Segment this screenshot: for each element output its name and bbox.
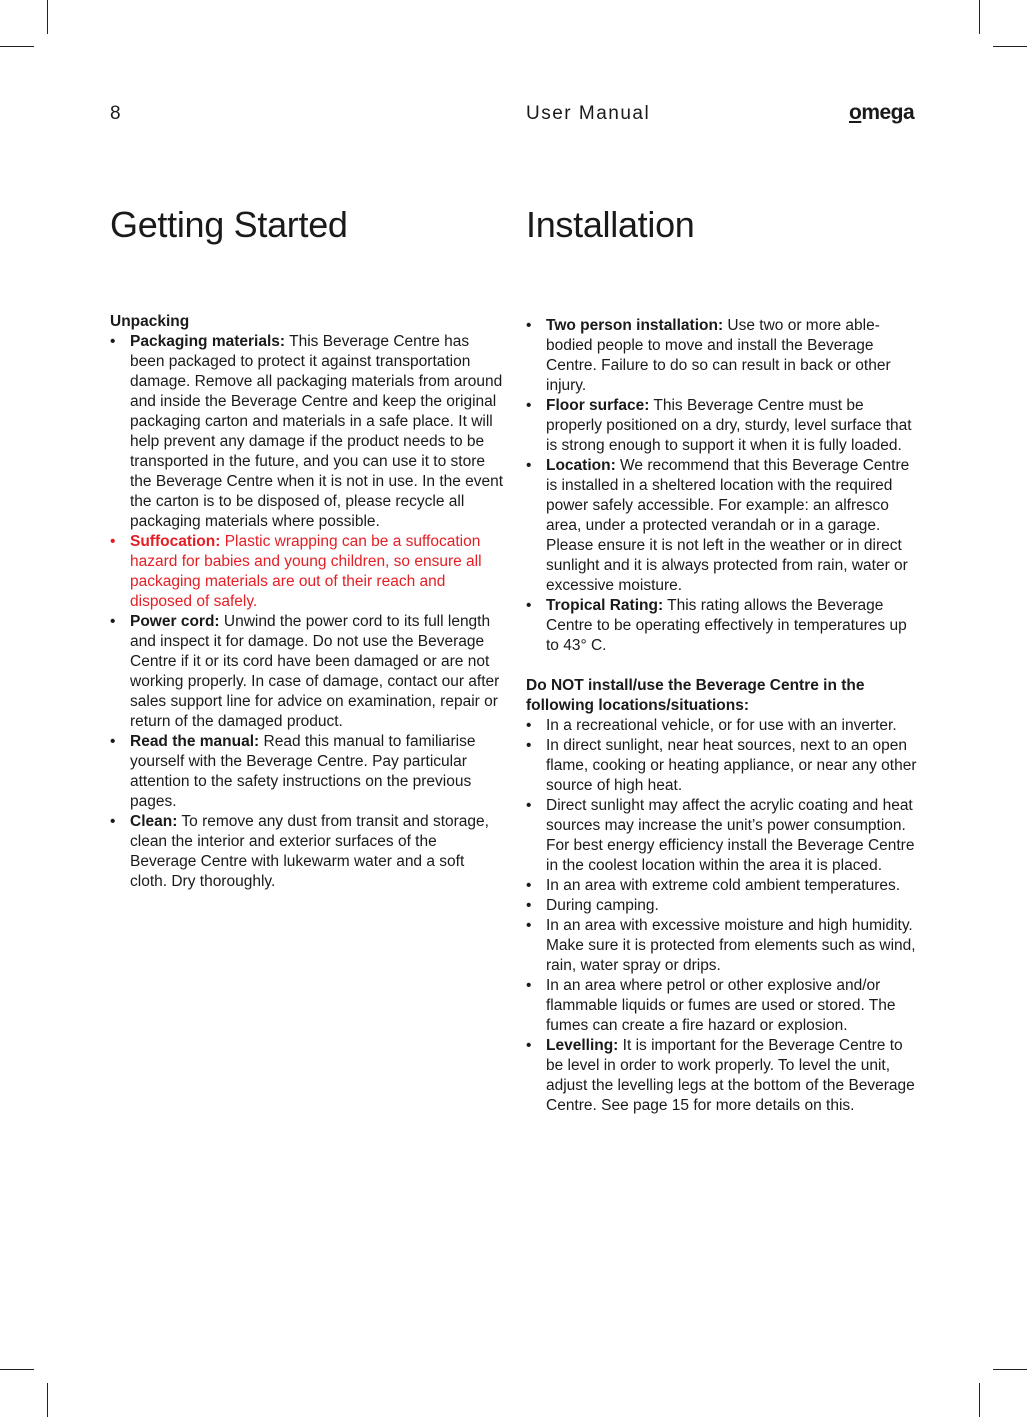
list-item: • In an area with extreme cold ambient temperatures. [526,876,921,896]
warning-list-item [110,532,505,612]
document-title: User Manual [526,103,651,124]
list-item [526,316,921,396]
list-item: • Direct sunlight may affect the acrylic coating and heat sources may increase the unit’s power consumption. For best energy efficiency install the Beverage Centre in the coolest location within the area it is placed. [526,796,921,876]
left-column [110,204,505,892]
list-item [110,332,505,532]
crop-mark [47,0,48,34]
right-column [526,204,921,1116]
list-item: • In direct sunlight, near heat sources, next to an open flame, cooking or heating appliance, or near any other source of high heat. [526,736,921,796]
item-text: This rating allows the Beverage Centre to be operating effectively in temperatures up to 43° C. [546,597,907,654]
crop-mark [979,0,980,34]
item-label: Two person installation: [546,317,724,334]
installation-list [526,316,921,656]
item-label: Suffocation: [130,533,221,550]
list-item [110,812,505,892]
crop-mark [993,46,1027,47]
item-text: We recommend that this Beverage Centre is installed in a sheltered location with the required power safely accessible. For example: an alfresco area, under a protected verandah or in a garage. Please ensure it is not left in the weather or in direct sunlight and it is always protected from rain, water or excessive moisture. [546,457,910,594]
list-item [110,612,505,732]
page-number: 8 [110,103,121,124]
crop-mark [979,1383,980,1417]
list-item [526,596,921,656]
item-text: Unwind the power cord to its full length and inspect it for damage. Do not use the Beverage Centre if it or its cord have been damaged or are not working properly. In case of damage, contact our after sales support line for advice on examination, repair or return of the damaged product. [130,613,500,730]
unpacking-list [110,332,505,892]
list-item [526,1036,921,1116]
crop-mark [47,1383,48,1417]
list-item: • In an area where petrol or other explosive and/or flammable liquids or fumes are used or stored. The fumes can create a fire hazard or explosion. [526,976,921,1036]
item-text: It is important for the Beverage Centre to be level in order to work properly. To level the unit, adjust the levelling legs at the bottom of the Beverage Centre. See page 15 for more details on this. [546,1037,915,1114]
brand-logo [849,101,914,125]
brand-logo-rest: mega [861,101,915,124]
item-label: Levelling: [546,1037,619,1054]
list-item [110,732,505,812]
list-item: • In a recreational vehicle, or for use with an inverter. [526,716,921,736]
section-heading-getting-started: Getting Started [110,204,348,245]
item-label: Location: [546,457,616,474]
list-item: • In an area with excessive moisture and high humidity. Make sure it is protected from elements such as wind, rain, water spray or drips. [526,916,921,976]
item-label: Floor surface: [546,397,650,414]
subheading-do-not-install: Do NOT install/use the Beverage Centre in the following locations/situations: [526,677,865,714]
item-text: This Beverage Centre must be properly positioned on a dry, sturdy, level surface that is strong enough to support it when it is fully loaded. [546,397,912,454]
item-text: To remove any dust from transit and storage, clean the interior and exterior surfaces of the Beverage Centre with lukewarm water and a soft cloth. Dry thoroughly. [130,813,489,890]
crop-mark [993,1369,1027,1370]
crop-mark [0,1369,34,1370]
item-label: Clean: [130,813,178,830]
item-label: Packaging materials: [130,333,286,350]
list-item [526,396,921,456]
item-label: Read the manual: [130,733,260,750]
subheading-unpacking: Unpacking [110,313,190,330]
item-text: Use two or more able-bodied people to move and install the Beverage Centre. Failure to do so can result in back or other injury. [546,317,891,394]
brand-logo-o: o [849,101,862,124]
item-text: Read this manual to familiarise yourself with the Beverage Centre. Pay particular attention to the safety instructions on the previous pages. [130,733,476,810]
list-item [526,456,921,596]
item-label: Tropical Rating: [546,597,664,614]
item-label: Power cord: [130,613,220,630]
item-text: Plastic wrapping can be a suffocation hazard for babies and young children, so ensure all packaging materials are out of their reach and disposed of safely. [130,533,482,610]
item-text: This Beverage Centre has been packaged to protect it against transportation damage. Remove all packaging materials from around and inside the Beverage Centre and keep the original packaging carton and materials in a safe place. It will help prevent any damage if the product needs to be transported in the future, and you can use it to store the Beverage Centre when it is not in use. In the event the carton is to be disposed of, please recycle all packaging materials where possible. [130,333,504,530]
section-heading-installation: Installation [526,204,695,245]
do-not-install-list [526,716,921,1116]
crop-mark [0,46,34,47]
list-item: • During camping. [526,896,921,916]
